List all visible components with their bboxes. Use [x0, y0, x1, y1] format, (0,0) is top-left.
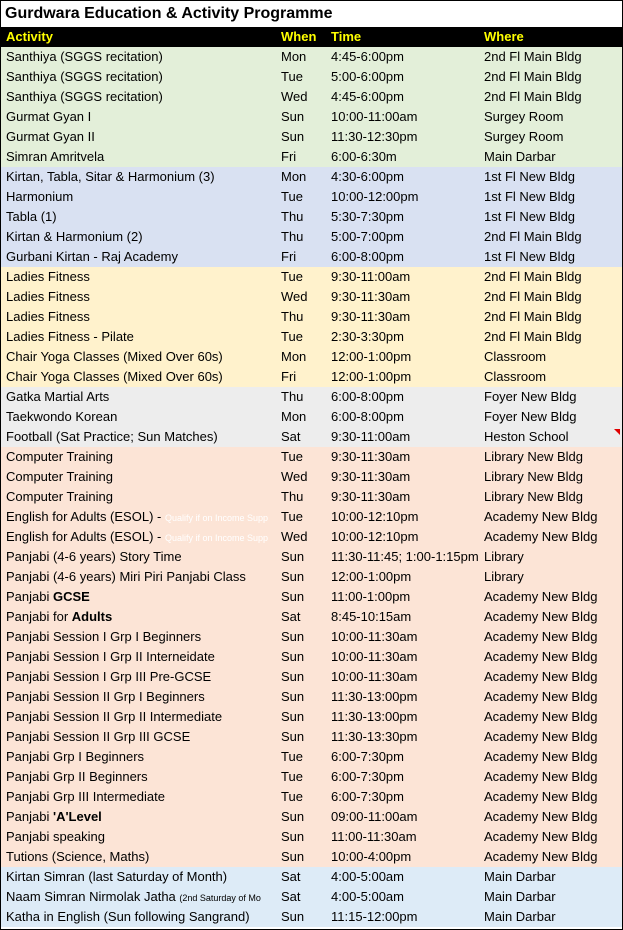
time-cell[interactable]: 9:30-11:00am — [331, 429, 411, 444]
where-cell[interactable]: Academy New Bldg — [484, 769, 598, 784]
table-row — [1, 807, 622, 827]
activity-cell[interactable] — [1, 307, 281, 327]
when-cell[interactable]: Thu — [281, 229, 304, 244]
when-cell[interactable]: Thu — [281, 489, 304, 504]
time-cell[interactable]: 11:30-12:30pm — [331, 129, 418, 144]
activity-cell[interactable] — [1, 47, 281, 67]
when-cell[interactable]: Sun — [281, 109, 305, 124]
activity-text: Naam Simran Nirmolak Jatha — [6, 889, 180, 904]
activity-text: Santhiya (SGGS recitation) — [6, 89, 163, 104]
activity-cell[interactable] — [1, 467, 281, 487]
table-row — [1, 387, 622, 407]
when-cell[interactable]: Fri — [281, 249, 297, 264]
table-row — [1, 667, 622, 687]
activity-text: English for Adults (ESOL) - — [6, 509, 165, 524]
where-cell[interactable]: 2nd Fl Main Bldg — [484, 49, 582, 64]
activity-text: English for Adults (ESOL) - — [6, 529, 165, 544]
activity-cell[interactable] — [1, 367, 281, 387]
activity-text: Panjabi Session II Grp II Intermediate — [6, 709, 223, 724]
activity-text: Panjabi Grp II Beginners — [6, 769, 148, 784]
when-cell[interactable]: Wed — [281, 289, 308, 304]
table-row — [1, 827, 622, 847]
where-cell[interactable]: Academy New Bldg — [484, 509, 598, 524]
activity-cell[interactable] — [1, 167, 281, 187]
where-cell[interactable]: Surgey Room — [484, 109, 564, 124]
table-row — [1, 707, 622, 727]
where-cell[interactable]: Academy New Bldg — [484, 749, 598, 764]
activity-cell[interactable] — [1, 667, 281, 687]
time-cell[interactable]: 10:00-11:00am — [331, 109, 418, 124]
where-cell[interactable]: Foyer New Bldg — [484, 389, 577, 404]
time-cell[interactable]: 11:30-13:30pm — [331, 729, 418, 744]
activity-cell[interactable] — [1, 567, 281, 587]
activity-cell[interactable] — [1, 287, 281, 307]
activity-text: Santhiya (SGGS recitation) — [6, 69, 163, 84]
where-cell[interactable]: 2nd Fl Main Bldg — [484, 329, 582, 344]
table-row — [1, 687, 622, 707]
activity-text: Kirtan Simran (last Saturday of Month) — [6, 869, 228, 884]
where-cell[interactable]: 2nd Fl Main Bldg — [484, 69, 582, 84]
activity-cell[interactable] — [1, 347, 281, 367]
when-cell[interactable]: Sat — [281, 429, 301, 444]
time-cell[interactable]: 9:30-11:30am — [331, 289, 411, 304]
activity-text: Panjabi Session II Grp I Beginners — [6, 689, 205, 704]
where-cell[interactable]: Main Darbar — [484, 889, 556, 904]
where-cell[interactable]: Main Darbar — [484, 149, 556, 164]
time-cell[interactable]: 9:30-11:30am — [331, 309, 411, 324]
where-cell[interactable]: 1st Fl New Bldg — [484, 169, 576, 184]
activity-cell[interactable] — [1, 607, 281, 627]
table-row — [1, 627, 622, 647]
time-cell[interactable]: 11:00-11:30am — [331, 829, 417, 844]
time-cell[interactable]: 5:30-7:30pm — [331, 209, 404, 224]
where-cell[interactable]: 1st Fl New Bldg — [484, 209, 576, 224]
when-cell[interactable]: Tue — [281, 189, 303, 204]
when-cell[interactable]: Tue — [281, 449, 303, 464]
table-row — [1, 867, 622, 887]
activity-cell[interactable] — [1, 547, 281, 567]
where-cell[interactable]: Classroom — [484, 369, 547, 384]
time-cell[interactable]: 5:00-7:00pm — [331, 229, 404, 244]
time-cell[interactable]: 4:45-6:00pm — [331, 89, 404, 104]
activity-cell[interactable] — [1, 487, 281, 507]
activity-note: Qualify if on Income Supp — [164, 513, 269, 523]
time-cell[interactable]: 12:00-1:00pm — [331, 569, 412, 584]
when-cell[interactable]: Sun — [281, 649, 305, 664]
activity-text: Gurmat Gyan II — [6, 129, 95, 144]
activity-text: Panjabi — [6, 589, 53, 604]
activity-text: Kirtan, Tabla, Sitar & Harmonium (3) — [6, 169, 215, 184]
when-cell[interactable]: Sun — [281, 669, 305, 684]
time-cell[interactable]: 11:30-13:00pm — [331, 689, 418, 704]
where-cell[interactable]: Library — [484, 549, 524, 564]
where-cell[interactable]: 2nd Fl Main Bldg — [484, 89, 582, 104]
time-cell[interactable]: 10:00-12:10pm — [331, 529, 419, 544]
activity-small-text: (2nd Saturday of Mo — [179, 893, 261, 903]
activity-cell[interactable] — [1, 887, 281, 907]
where-cell[interactable]: Library — [484, 569, 524, 584]
when-cell[interactable]: Sun — [281, 629, 305, 644]
where-cell[interactable]: Academy New Bldg — [484, 709, 598, 724]
activity-cell[interactable] — [1, 827, 281, 847]
when-cell[interactable]: Wed — [281, 469, 308, 484]
time-cell[interactable]: 6:00-6:30m — [331, 149, 397, 164]
activity-text: Katha in English (Sun following Sangrand) — [6, 909, 250, 924]
when-cell[interactable]: Sun — [281, 549, 305, 564]
activity-text: Harmonium — [6, 189, 74, 204]
time-cell[interactable]: 10:00-11:30am — [331, 669, 418, 684]
activity-cell[interactable] — [1, 747, 281, 767]
time-cell[interactable]: 10:00-11:30am — [331, 649, 418, 664]
activity-text: Taekwondo Korean — [6, 409, 118, 424]
time-cell[interactable]: 11:15-12:00pm — [331, 909, 418, 924]
activity-cell[interactable] — [1, 447, 281, 467]
activity-text: Tutions (Science, Maths) — [6, 849, 150, 864]
activity-cell[interactable] — [1, 687, 281, 707]
table-row — [1, 787, 622, 807]
time-cell[interactable]: 12:00-1:00pm — [331, 349, 412, 364]
when-cell[interactable]: Wed — [281, 89, 308, 104]
activity-cell[interactable] — [1, 727, 281, 747]
activity-cell[interactable] — [1, 387, 281, 407]
activity-text: Panjabi Session I Grp II Interneidate — [6, 649, 215, 664]
activity-bold-text: GCSE — [52, 589, 90, 604]
when-cell[interactable]: Sun — [281, 729, 305, 744]
header-time: Time — [331, 29, 362, 44]
time-cell[interactable]: 10:00-12:10pm — [331, 509, 419, 524]
time-cell[interactable]: 9:30-11:30am — [331, 449, 411, 464]
when-cell[interactable]: Fri — [281, 149, 297, 164]
table-row — [1, 607, 622, 627]
activity-cell[interactable] — [1, 767, 281, 787]
time-cell[interactable]: 6:00-7:30pm — [331, 789, 404, 804]
time-cell[interactable]: 4:45-6:00pm — [331, 49, 404, 64]
where-cell[interactable]: 1st Fl New Bldg — [484, 249, 576, 264]
when-cell[interactable]: Thu — [281, 209, 304, 224]
activity-cell[interactable] — [1, 127, 281, 147]
where-cell[interactable]: Heston School — [484, 429, 569, 444]
when-cell[interactable]: Sun — [281, 809, 305, 824]
time-cell[interactable]: 4:00-5:00am — [331, 889, 404, 904]
activity-text: Gatka Martial Arts — [6, 389, 110, 404]
activity-text: Simran Amritvela — [6, 149, 105, 164]
where-cell[interactable]: Foyer New Bldg — [484, 409, 577, 424]
when-cell[interactable]: Tue — [281, 69, 303, 84]
activity-text: Panjabi Grp I Beginners — [6, 749, 145, 764]
time-cell[interactable]: 2:30-3:30pm — [331, 329, 404, 344]
activity-text: Panjabi (4-6 years) Miri Piri Panjabi Class — [6, 569, 246, 584]
time-cell[interactable]: 6:00-8:00pm — [331, 249, 404, 264]
activity-text: Gurbani Kirtan - Raj Academy — [6, 249, 178, 264]
activity-text: Chair Yoga Classes (Mixed Over 60s) — [6, 369, 223, 384]
activity-cell[interactable] — [1, 187, 281, 207]
table-row — [1, 247, 622, 267]
where-cell[interactable]: Academy New Bldg — [484, 629, 598, 644]
when-cell[interactable]: Sun — [281, 589, 305, 604]
table-row — [1, 567, 622, 587]
table-row — [1, 447, 622, 467]
activity-cell[interactable] — [1, 807, 281, 827]
activity-cell[interactable] — [1, 67, 281, 87]
time-cell[interactable]: 12:00-1:00pm — [331, 369, 412, 384]
activity-text: Football (Sat Practice; Sun Matches) — [6, 429, 218, 444]
header-row — [1, 27, 622, 47]
activity-text: Panjabi — [6, 809, 53, 824]
where-cell[interactable]: Academy New Bldg — [484, 669, 598, 684]
activity-cell[interactable] — [1, 847, 281, 867]
when-cell[interactable]: Sun — [281, 569, 305, 584]
activity-cell[interactable] — [1, 87, 281, 107]
time-cell[interactable]: 5:00-6:00pm — [331, 69, 404, 84]
where-cell[interactable]: 2nd Fl Main Bldg — [484, 289, 582, 304]
where-cell[interactable]: Academy New Bldg — [484, 849, 598, 864]
when-cell[interactable]: Sun — [281, 129, 305, 144]
where-cell[interactable]: Academy New Bldg — [484, 829, 598, 844]
header-where: Where — [484, 29, 524, 44]
table-row — [1, 527, 622, 547]
activity-text: Panjabi Session I Grp I Beginners — [6, 629, 202, 644]
table-row — [1, 67, 622, 87]
table-row — [1, 887, 622, 907]
when-cell[interactable]: Sat — [281, 609, 301, 624]
where-cell[interactable]: Academy New Bldg — [484, 789, 598, 804]
table-row — [1, 587, 622, 607]
activity-cell[interactable] — [1, 587, 281, 607]
activity-text: Ladies Fitness - Pilate — [6, 329, 134, 344]
table-row — [1, 187, 622, 207]
time-cell[interactable]: 4:30-6:00pm — [331, 169, 404, 184]
where-cell[interactable]: Academy New Bldg — [484, 729, 598, 744]
table-row — [1, 767, 622, 787]
time-cell[interactable]: 11:00-1:00pm — [331, 589, 411, 604]
when-cell[interactable]: Sun — [281, 909, 305, 924]
table-row — [1, 47, 622, 67]
activity-bold-text: Adults — [71, 609, 113, 624]
where-cell[interactable]: Library New Bldg — [484, 469, 583, 484]
activity-bold-text: 'A'Level — [52, 809, 102, 824]
activity-text: Kirtan & Harmonium (2) — [6, 229, 143, 244]
table-row — [1, 407, 622, 427]
when-cell[interactable]: Tue — [281, 329, 303, 344]
activity-cell[interactable] — [1, 327, 281, 347]
activity-cell[interactable] — [1, 527, 281, 547]
activity-text: Ladies Fitness — [6, 269, 90, 284]
activity-text: Panjabi speaking — [6, 829, 106, 844]
activity-cell[interactable] — [1, 427, 281, 447]
table-row — [1, 847, 622, 867]
table-row — [1, 647, 622, 667]
table-row — [1, 427, 622, 447]
when-cell[interactable]: Mon — [281, 349, 307, 364]
when-cell[interactable]: Sun — [281, 709, 305, 724]
activity-cell[interactable] — [1, 267, 281, 287]
activity-text: Tabla (1) — [6, 209, 57, 224]
when-cell[interactable]: Tue — [281, 789, 303, 804]
comment-indicator-icon[interactable] — [614, 429, 620, 435]
sheet-title: Gurdwara Education & Activity Programme — [1, 1, 622, 27]
table-row — [1, 367, 622, 387]
header-activity: Activity — [6, 29, 53, 44]
when-cell[interactable]: Fri — [281, 369, 297, 384]
where-cell[interactable]: Academy New Bldg — [484, 609, 598, 624]
time-cell[interactable]: 10:00-11:30am — [331, 629, 418, 644]
when-cell[interactable]: Mon — [281, 169, 307, 184]
activity-cell[interactable] — [1, 407, 281, 427]
when-cell[interactable]: Sun — [281, 849, 305, 864]
when-cell[interactable]: Sun — [281, 689, 305, 704]
activity-text: Gurmat Gyan I — [6, 109, 92, 124]
time-cell[interactable]: 10:00-12:00pm — [331, 189, 419, 204]
table-row — [1, 467, 622, 487]
where-cell[interactable]: Library New Bldg — [484, 489, 583, 504]
time-cell[interactable]: 6:00-7:30pm — [331, 769, 404, 784]
when-cell[interactable]: Thu — [281, 389, 304, 404]
when-cell[interactable]: Sat — [281, 869, 301, 884]
activity-cell[interactable] — [1, 627, 281, 647]
activity-text: Computer Training — [6, 469, 113, 484]
where-cell[interactable]: 2nd Fl Main Bldg — [484, 269, 582, 284]
where-cell[interactable]: Academy New Bldg — [484, 529, 598, 544]
where-cell[interactable]: 2nd Fl Main Bldg — [484, 229, 582, 244]
when-cell[interactable]: Sun — [281, 829, 305, 844]
table-row — [1, 167, 622, 187]
header-when: When — [281, 29, 317, 44]
activity-cell[interactable] — [1, 867, 281, 887]
activity-text: Computer Training — [6, 489, 113, 504]
activity-text: Panjabi Grp III Intermediate — [6, 789, 165, 804]
activity-text: Ladies Fitness — [6, 309, 90, 324]
where-cell[interactable]: Classroom — [484, 349, 547, 364]
time-cell[interactable]: 4:00-5:00am — [331, 869, 404, 884]
table-row — [1, 287, 622, 307]
when-cell[interactable]: Thu — [281, 309, 304, 324]
where-cell[interactable]: Main Darbar — [484, 909, 556, 924]
activity-note: Qualify if on Income Supp — [164, 533, 269, 543]
table-row — [1, 907, 622, 927]
time-cell[interactable]: 8:45-10:15am — [331, 609, 412, 624]
table-row — [1, 127, 622, 147]
activity-text: Panjabi Session I Grp III Pre-GCSE — [6, 669, 212, 684]
table-row — [1, 207, 622, 227]
table-row — [1, 267, 622, 287]
table-row — [1, 307, 622, 327]
activity-text: Panjabi for — [6, 609, 72, 624]
time-cell[interactable]: 10:00-4:00pm — [331, 849, 412, 864]
activity-cell[interactable] — [1, 907, 281, 927]
activity-text: Panjabi Session II Grp III GCSE — [6, 729, 191, 744]
time-cell[interactable]: 9:30-11:00am — [331, 269, 411, 284]
activity-cell[interactable] — [1, 707, 281, 727]
table-row — [1, 487, 622, 507]
activity-cell[interactable] — [1, 507, 281, 527]
time-cell[interactable]: 6:00-8:00pm — [331, 409, 404, 424]
where-cell[interactable]: Academy New Bldg — [484, 809, 598, 824]
when-cell[interactable]: Tue — [281, 269, 303, 284]
table-row — [1, 227, 622, 247]
time-cell[interactable]: 6:00-7:30pm — [331, 749, 404, 764]
activity-text: Santhiya (SGGS recitation) — [6, 49, 163, 64]
where-cell[interactable]: Academy New Bldg — [484, 649, 598, 664]
where-cell[interactable]: 2nd Fl Main Bldg — [484, 309, 582, 324]
time-cell[interactable]: 11:30-11:45; 1:00-1:15pm — [331, 549, 479, 564]
when-cell[interactable]: Mon — [281, 409, 307, 424]
activity-cell[interactable] — [1, 147, 281, 167]
activity-text: Panjabi (4-6 years) Story Time — [6, 549, 182, 564]
activity-text: Computer Training — [6, 449, 113, 464]
time-cell[interactable]: 9:30-11:30am — [331, 469, 411, 484]
when-cell[interactable]: Sat — [281, 889, 301, 904]
where-cell[interactable]: Library New Bldg — [484, 449, 583, 464]
activity-cell[interactable] — [1, 107, 281, 127]
when-cell[interactable]: Mon — [281, 49, 307, 64]
time-cell[interactable]: 9:30-11:30am — [331, 489, 411, 504]
time-cell[interactable]: 09:00-11:00am — [331, 809, 418, 824]
time-cell[interactable]: 11:30-13:00pm — [331, 709, 418, 724]
activity-cell[interactable] — [1, 207, 281, 227]
activity-cell[interactable] — [1, 787, 281, 807]
table-row — [1, 747, 622, 767]
where-cell[interactable]: Academy New Bldg — [484, 589, 598, 604]
where-cell[interactable]: 1st Fl New Bldg — [484, 189, 576, 204]
where-cell[interactable]: Surgey Room — [484, 129, 564, 144]
table-row — [1, 347, 622, 367]
table-row — [1, 147, 622, 167]
table-row — [1, 507, 622, 527]
when-cell[interactable]: Tue — [281, 749, 303, 764]
table-row — [1, 87, 622, 107]
table-row — [1, 727, 622, 747]
time-cell[interactable]: 6:00-8:00pm — [331, 389, 404, 404]
table-row — [1, 107, 622, 127]
activity-cell[interactable] — [1, 247, 281, 267]
when-cell[interactable]: Wed — [281, 529, 308, 544]
when-cell[interactable]: Tue — [281, 769, 303, 784]
table-row — [1, 327, 622, 347]
when-cell[interactable]: Tue — [281, 509, 303, 524]
activity-cell[interactable] — [1, 227, 281, 247]
activity-text: Ladies Fitness — [6, 289, 90, 304]
where-cell[interactable]: Academy New Bldg — [484, 689, 598, 704]
activity-text: Chair Yoga Classes (Mixed Over 60s) — [6, 349, 223, 364]
table-row — [1, 547, 622, 567]
schedule-rows — [1, 47, 622, 927]
activity-cell[interactable] — [1, 647, 281, 667]
where-cell[interactable]: Main Darbar — [484, 869, 556, 884]
